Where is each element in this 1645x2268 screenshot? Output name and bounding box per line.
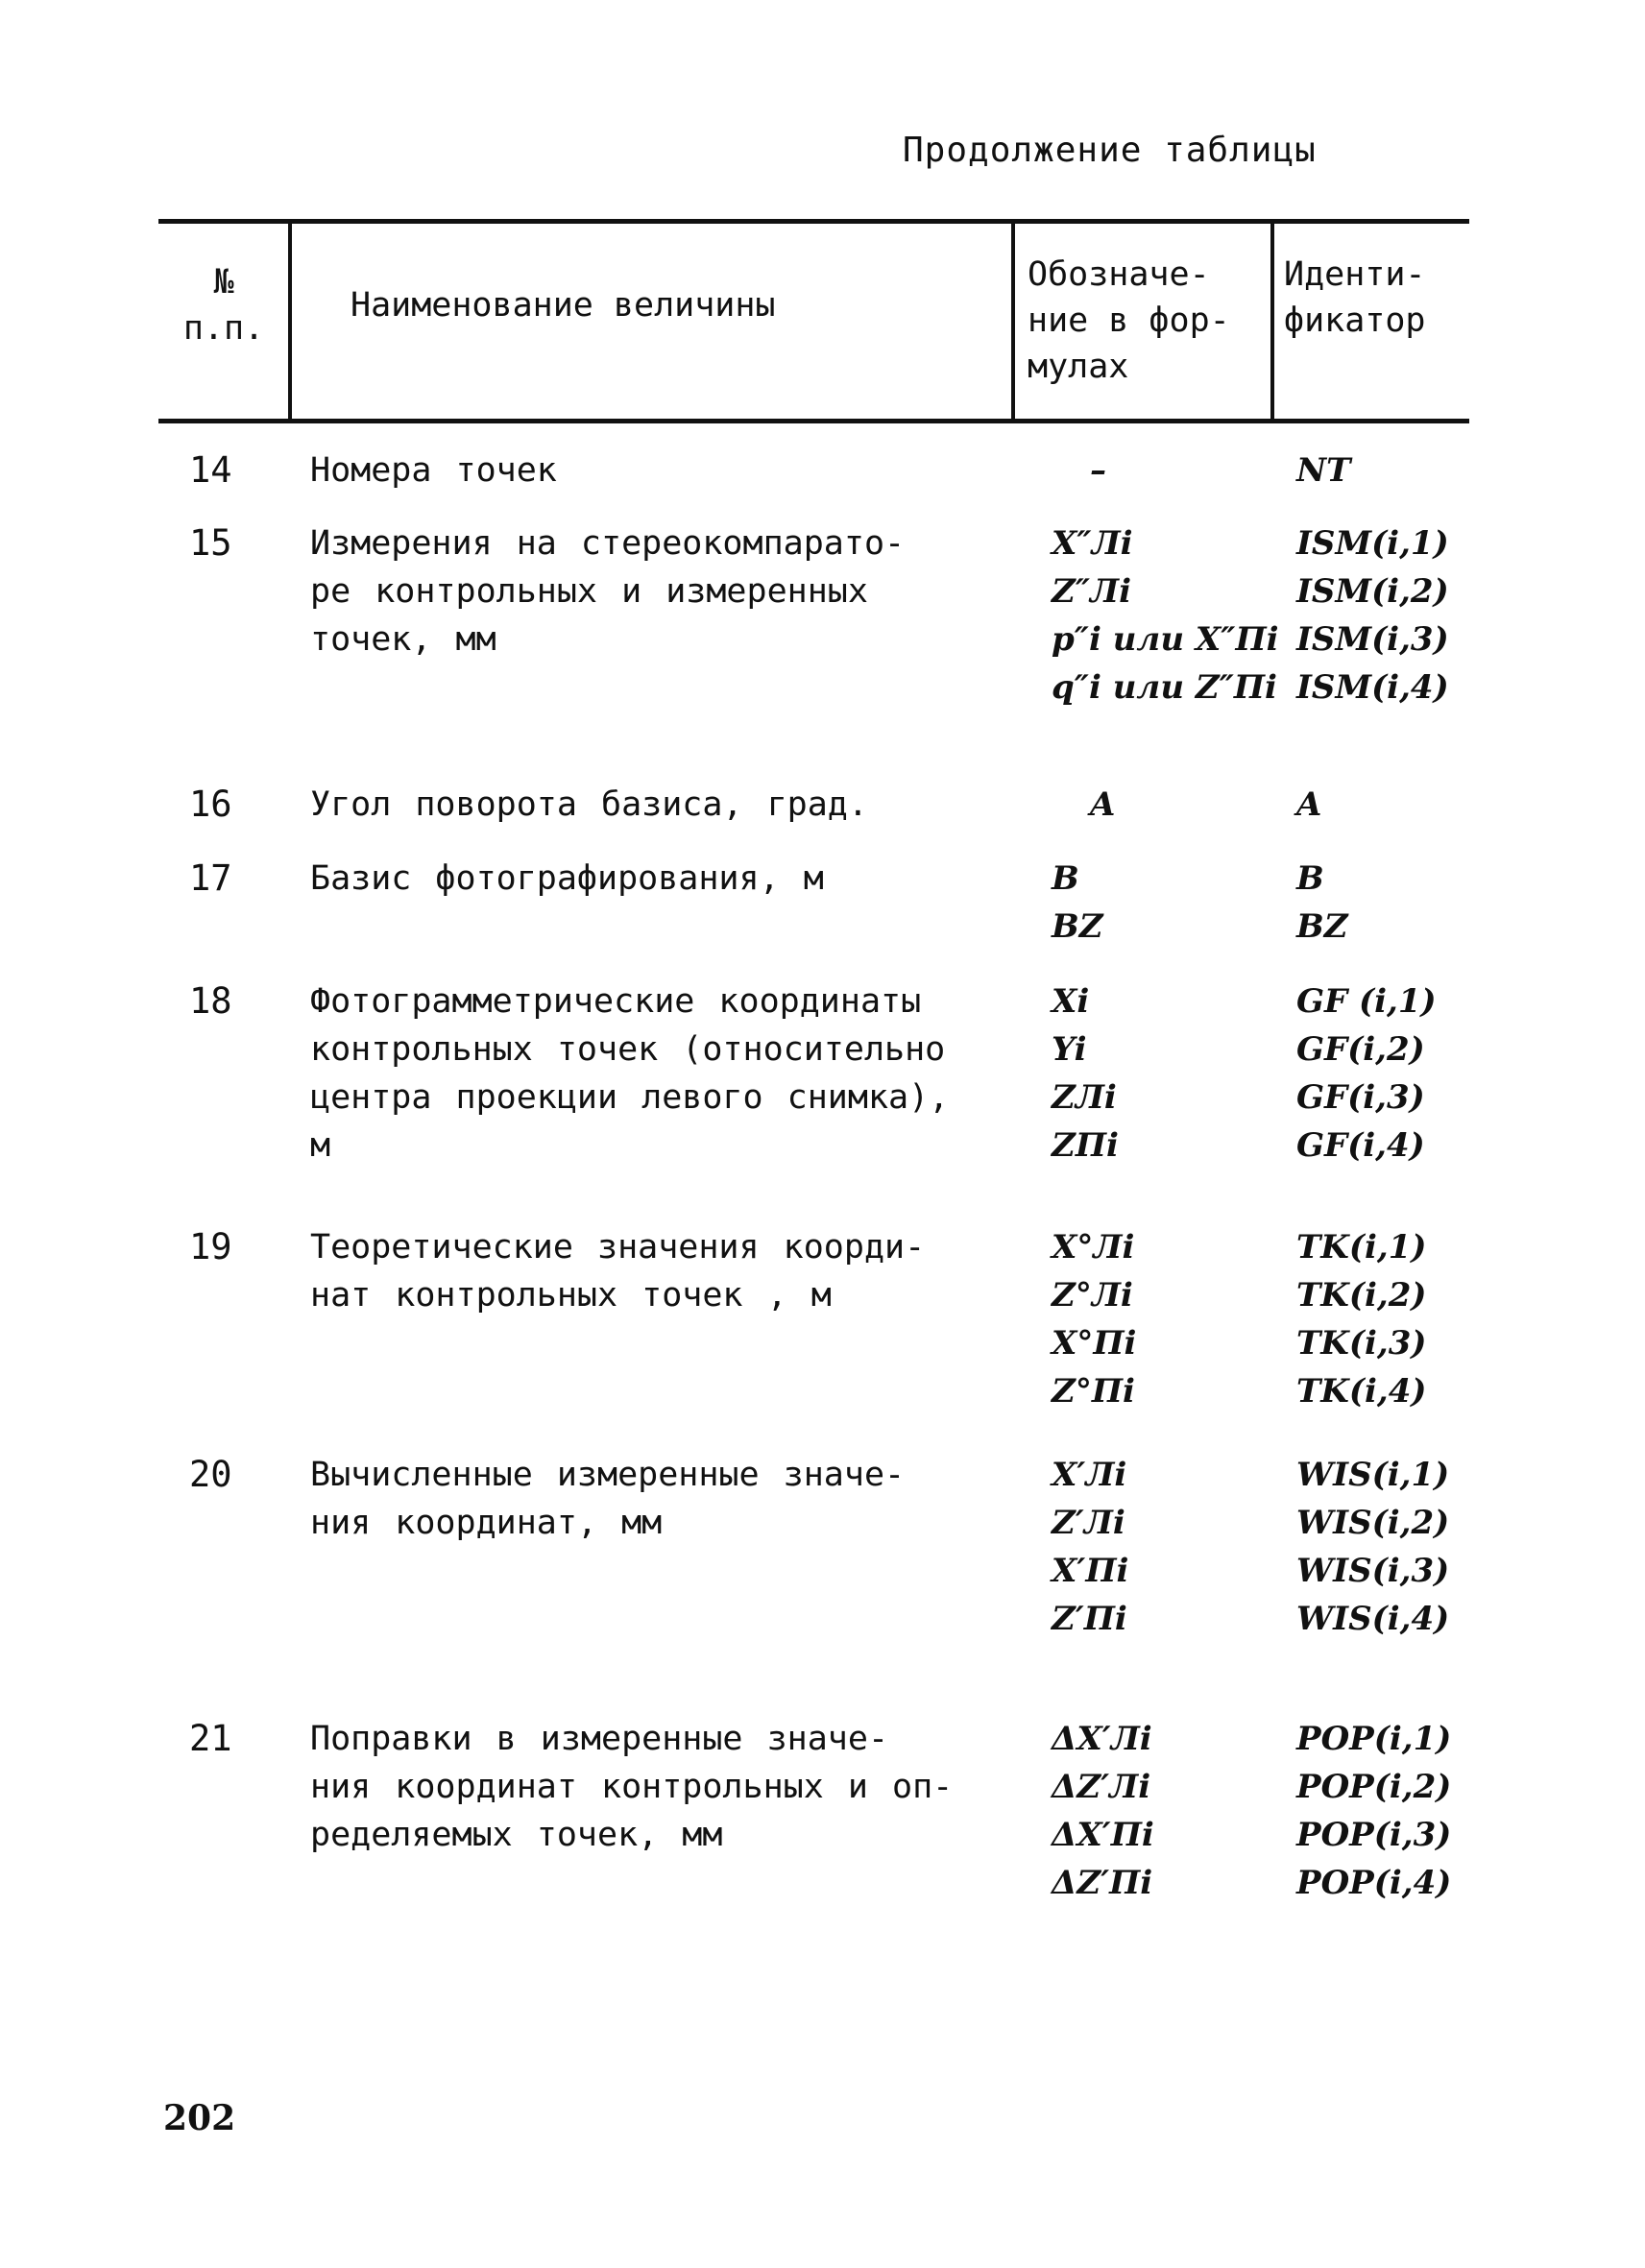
formula-symbol [1052,519,1279,712]
formula-symbol-line: Z°Пi [1052,1372,1135,1411]
identifier-line: WIS(i,1) [1296,1456,1450,1494]
identifier-line: GF(i,2) [1296,1030,1425,1069]
formula-symbol-line: ΔX′Пi [1052,1816,1154,1854]
identifier [1296,977,1464,1170]
identifier-line: GF(i,3) [1296,1078,1425,1117]
identifier-line: BZ [1296,907,1348,946]
formula-symbol-line: X′Лi [1052,1456,1127,1494]
formula-symbol [1052,781,1272,829]
quantity-name-line: Базис фотографирования, м [310,859,824,898]
quantity-name [310,1715,1021,1859]
formula-symbol [1052,446,1272,495]
quantity-name-line: Теоретические значения коорди- [310,1228,926,1267]
row-number: 21 [189,1718,232,1759]
quantity-name [310,519,1021,664]
quantity-name-line: Измерения на стереокомпарато- [310,524,906,563]
quantity-name-line: Поправки в измеренные значе- [310,1720,889,1758]
identifier [1296,1223,1464,1415]
formula-symbol-line: q″i или Z″Пi [1052,668,1277,707]
quantity-name-line: нат контрольных точек , м [310,1276,832,1315]
column-divider [1011,219,1015,422]
formula-symbol-line: BZ [1052,907,1103,946]
identifier-line: ISM(i,2) [1296,572,1449,611]
quantity-name-line: ре контрольных и измеренных [310,572,868,611]
identifier-line: TK(i,3) [1296,1324,1427,1363]
row-number: 17 [189,857,232,899]
identifier [1296,446,1464,495]
header-name: Наименование величины [351,286,776,325]
quantity-name [310,1223,1021,1319]
formula-symbol-line: Z′Пi [1052,1600,1127,1638]
identifier-line: ISM(i,3) [1296,620,1449,659]
formula-symbol-line: Z°Лi [1052,1276,1133,1315]
formula-symbol-line: ΔZ′Лi [1052,1768,1151,1806]
identifier-line: NT [1296,451,1351,490]
row-number: 16 [189,784,232,825]
row-number: 19 [189,1226,232,1267]
quantity-name-line: Номера точек [310,451,557,490]
formula-symbol-line: – [1090,451,1106,490]
page-number: 202 [163,2098,236,2138]
identifier-line: WIS(i,2) [1296,1504,1450,1542]
identifier-line: GF(i,4) [1296,1126,1425,1165]
quantity-name-line: ния координат контрольных и оп- [310,1768,954,1806]
formula-symbol-line: Yi [1052,1030,1087,1069]
formula-symbol-line: X″Лi [1052,524,1133,563]
quantity-name-line: Вычисленные измеренные значе- [310,1456,906,1494]
formula-symbol-line: ΔX′Лi [1052,1720,1152,1758]
header-number: № п.п. [182,263,265,348]
formula-symbol [1052,1223,1272,1415]
quantity-name-line: м [310,1126,331,1165]
formula-symbol [1052,1451,1272,1643]
identifier-line: B [1296,859,1324,898]
identifier-line: POP(i,3) [1296,1816,1452,1854]
quantity-name-line: центра проекции левого снимка), [310,1078,950,1117]
identifier-line: GF (i,1) [1296,982,1437,1021]
formula-symbol-line: B [1052,859,1079,898]
identifier-line: WIS(i,4) [1296,1600,1450,1638]
quantity-name-line: контрольных точек (относительно [310,1030,946,1069]
formula-symbol-line: p″i или X″Пi [1052,620,1279,659]
formula-symbol-line: Xi [1052,982,1090,1021]
quantity-name-line: Фотограмметрические координаты [310,982,922,1021]
formula-symbol-line: ZЛi [1052,1078,1117,1117]
quantity-name [310,781,1021,829]
formula-symbol [1052,855,1272,951]
identifier-line: A [1296,785,1322,824]
identifier [1296,1451,1464,1643]
formula-symbol-line: X°Пi [1052,1324,1137,1363]
row-number: 18 [189,980,232,1022]
formula-symbol-line: ZПi [1052,1126,1119,1165]
quantity-name [310,855,1021,903]
identifier-line: ISM(i,4) [1296,668,1449,707]
table-continuation-caption: Продолжение таблицы [903,131,1317,170]
header-symbol: Обозначе- ние в фор- мулах [1028,255,1230,386]
quantity-name-line: ределяемых точек, мм [310,1816,723,1854]
quantity-name [310,446,1021,495]
formula-symbol-line: X′Пi [1052,1552,1129,1590]
identifier-line: ISM(i,1) [1296,524,1449,563]
formula-symbol-line: Z′Лi [1052,1504,1125,1542]
identifier-line: POP(i,1) [1296,1720,1452,1758]
quantity-name [310,977,1021,1170]
identifier-line: POP(i,4) [1296,1864,1452,1902]
quantity-name-line: ния координат, мм [310,1504,663,1542]
formula-symbol-line: Z″Лi [1052,572,1131,611]
column-divider [1270,219,1274,422]
header-identifier: Иденти- фикатор [1284,255,1426,340]
identifier [1296,781,1464,829]
header-bottom-rule [158,419,1469,423]
formula-symbol-line: X°Лi [1052,1228,1135,1267]
formula-symbol-line: A [1090,785,1116,824]
identifier-line: POP(i,2) [1296,1768,1452,1806]
formula-symbol-line: ΔZ′Пi [1052,1864,1153,1902]
identifier-line: TK(i,1) [1296,1228,1427,1267]
identifier-line: TK(i,2) [1296,1276,1427,1315]
column-divider [288,219,292,422]
quantity-name-line: точек, мм [310,620,496,659]
row-number: 20 [189,1454,232,1495]
row-number: 15 [189,522,232,564]
identifier-line: TK(i,4) [1296,1372,1427,1411]
identifier [1296,855,1464,951]
quantity-name-line: Угол поворота базиса, град. [310,785,868,824]
identifier-line: WIS(i,3) [1296,1552,1450,1590]
identifier [1296,1715,1464,1907]
row-number: 14 [189,449,232,491]
formula-symbol [1052,1715,1272,1907]
formula-symbol [1052,977,1272,1170]
quantity-name [310,1451,1021,1547]
identifier [1296,519,1464,712]
